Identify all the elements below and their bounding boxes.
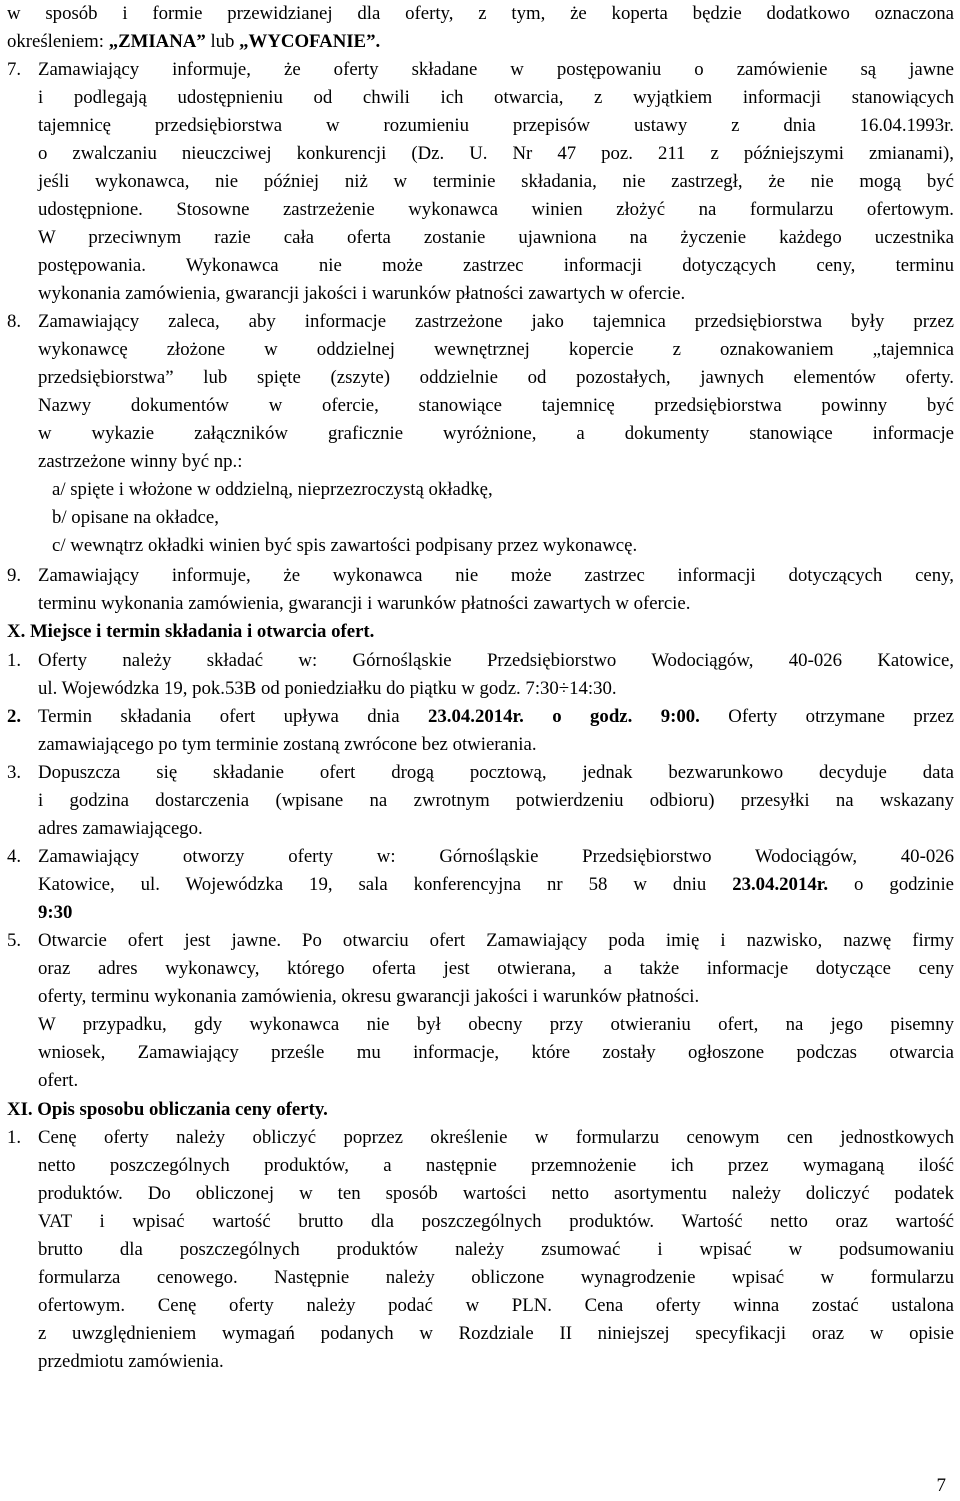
text-line: Otwarcie ofert jest jawne. Po otwarciu ofert Zamawiający poda imię i nazwisko, nazwę firmy xyxy=(38,930,954,951)
text-line: przedmiotu zamówienia. xyxy=(38,1351,224,1372)
text-line: Nazwy dokumentów w ofercie, stanowiące tajemnicę przedsiębiorstwa powinny być xyxy=(38,395,954,416)
section-heading-x: X. Miejsce i termin składania i otwarcia ofert. xyxy=(7,621,375,642)
section-heading-xi: XI. Opis sposobu obliczania ceny oferty. xyxy=(7,1099,328,1120)
text-line: Oferty należy składać w: Górnośląskie Przedsiębiorstwo Wodociągów, 40-026 Katowice, xyxy=(38,650,954,671)
item-number: 9. xyxy=(7,565,22,586)
sub-item-b: b/ opisane na okładce, xyxy=(52,507,219,528)
text-line: jeśli wykonawca, nie później niż w terminie składania, nie zastrzegł, że nie mogą być xyxy=(38,171,954,192)
item-number: 3. xyxy=(7,762,22,783)
item-number: 7. xyxy=(7,59,22,80)
text-line: Cenę oferty należy obliczyć poprzez określenie w formularzu cenowym cen jednostkowych xyxy=(38,1127,954,1148)
text-line: udostępnione. Stosowne zastrzeżenie wykonawca winien złożyć na formularzu ofertowym. xyxy=(38,199,954,220)
text-line: W przypadku, gdy wykonawca nie był obecny przy otwieraniu ofert, na jego pisemny xyxy=(38,1014,954,1035)
text-line: ofert. xyxy=(38,1070,79,1091)
text-line: określeniem: „ZMIANA” lub „WYCOFANIE”. xyxy=(7,31,381,52)
text-line: oferty, terminu wykonania zamówienia, okresu gwarancji jakości i warunków płatności. xyxy=(38,986,700,1007)
text-line: wykonawcę złożone w oddzielnej wewnętrznej kopercie z oznakowaniem „tajemnica xyxy=(38,339,954,360)
text-line: VAT i wpisać wartość brutto dla poszczególnych produktów. Wartość netto oraz wartość xyxy=(38,1211,954,1232)
text-line: przedsiębiorstwa” lub spięte (zszyte) oddzielnie od pozostałych, jawnych elementów oferty. xyxy=(38,367,954,388)
text-line: tajemnicę przedsiębiorstwa w rozumieniu przepisów ustawy z dnia 16.04.1993r. xyxy=(38,115,954,136)
sub-item-a: a/ spięte i włożone w oddzielną, nieprzezroczystą okładkę, xyxy=(52,479,493,500)
text-line: w sposób i formie przewidzianej dla oferty, z tym, że koperta będzie dodatkowo oznaczona xyxy=(7,3,954,24)
sub-item-c: c/ wewnątrz okładki winien być spis zawartości podpisany przez wykonawcę. xyxy=(52,535,638,556)
text-line: Dopuszcza się składanie ofert drogą pocztową, jednak bezwarunkowo decyduje data xyxy=(38,762,954,783)
text-line: ul. Wojewódzka 19, pok.53B od poniedziałku do piątku w godz. 7:30÷14:30. xyxy=(38,678,617,699)
text-line: formularza cenowego. Następnie należy obliczone wynagrodzenie wpisać w formularzu xyxy=(38,1267,954,1288)
item-number: 4. xyxy=(7,846,22,867)
text-line: z uwzględnieniem wymagań podanych w Rozdziale II niniejszej specyfikacji oraz w opisie xyxy=(38,1323,954,1344)
text-line: zamawiającego po tym terminie zostaną zwrócone bez otwierania. xyxy=(38,734,537,755)
text-line: adres zamawiającego. xyxy=(38,818,203,839)
text-line: ofertowym. Cenę oferty należy podać w PLN. Cena oferty winna zostać ustalona xyxy=(38,1295,954,1316)
item-number: 5. xyxy=(7,930,22,951)
text-line: w wykazie załączników graficznie wyróżnione, a dokumenty stanowiące informacje xyxy=(38,423,954,444)
text-line: zastrzeżone winny być np.: xyxy=(38,451,243,472)
text-line: W przeciwnym razie cała oferta zostanie ujawniona na życzenie każdego uczestnika xyxy=(38,227,954,248)
text-line: o zwalczaniu nieuczciwej konkurencji (Dz. U. Nr 47 poz. 211 z późniejszymi zmianami), xyxy=(38,143,954,164)
text-line: postępowania. Wykonawca nie może zastrzec informacji dotyczących ceny, terminu xyxy=(38,255,954,276)
text-line: oraz adres wykonawcy, którego oferta jest otwierana, a także informacje dotyczące ceny xyxy=(38,958,954,979)
text-line: Zamawiający otworzy oferty w: Górnośląskie Przedsiębiorstwo Wodociągów, 40-026 xyxy=(38,846,954,867)
text-line: produktów. Do obliczonej w ten sposób wartości netto asortymentu należy doliczyć podatek xyxy=(38,1183,954,1204)
item-number: 1. xyxy=(7,650,22,671)
text-line: i podlegają udostępnieniu od chwili ich otwarcia, z wyjątkiem informacji stanowiących xyxy=(38,87,954,108)
page-number: 7 xyxy=(936,1475,946,1496)
text-line: wniosek, Zamawiający prześle mu informacje, które zostały ogłoszone podczas otwarcia xyxy=(38,1042,954,1063)
text-line: 9:30 xyxy=(38,902,73,923)
text-line: Zamawiający informuje, że oferty składane w postępowaniu o zamówienie są jawne xyxy=(38,59,954,80)
text-line: i godzina dostarczenia (wpisane na zwrotnym potwierdzeniu odbioru) przesyłki na wskazany xyxy=(38,790,954,811)
item-number: 2. xyxy=(7,706,22,727)
text-line: terminu wykonania zamówienia, gwarancji i warunków płatności zawartych w ofercie. xyxy=(38,593,691,614)
text-line: Katowice, ul. Wojewódzka 19, sala konferencyjna nr 58 w dniu 23.04.2014r. o godzinie xyxy=(38,874,954,895)
item-number: 8. xyxy=(7,311,22,332)
item-number: 1. xyxy=(7,1127,22,1148)
text-line: brutto dla poszczególnych produktów należy zsumować i wpisać w podsumowaniu xyxy=(38,1239,954,1260)
text-line: netto poszczególnych produktów, a następnie przemnożenie ich przez wymaganą ilość xyxy=(38,1155,954,1176)
text-line: wykonania zamówienia, gwarancji jakości i warunków płatności zawartych w ofercie. xyxy=(38,283,686,304)
text-line: Zamawiający informuje, że wykonawca nie może zastrzec informacji dotyczących ceny, xyxy=(38,565,954,586)
text-line: Termin składania ofert upływa dnia 23.04.2014r. o godz. 9:00. Oferty otrzymane przez xyxy=(38,706,954,727)
text-line: Zamawiający zaleca, aby informacje zastrzeżone jako tajemnica przedsiębiorstwa były przez xyxy=(38,311,954,332)
